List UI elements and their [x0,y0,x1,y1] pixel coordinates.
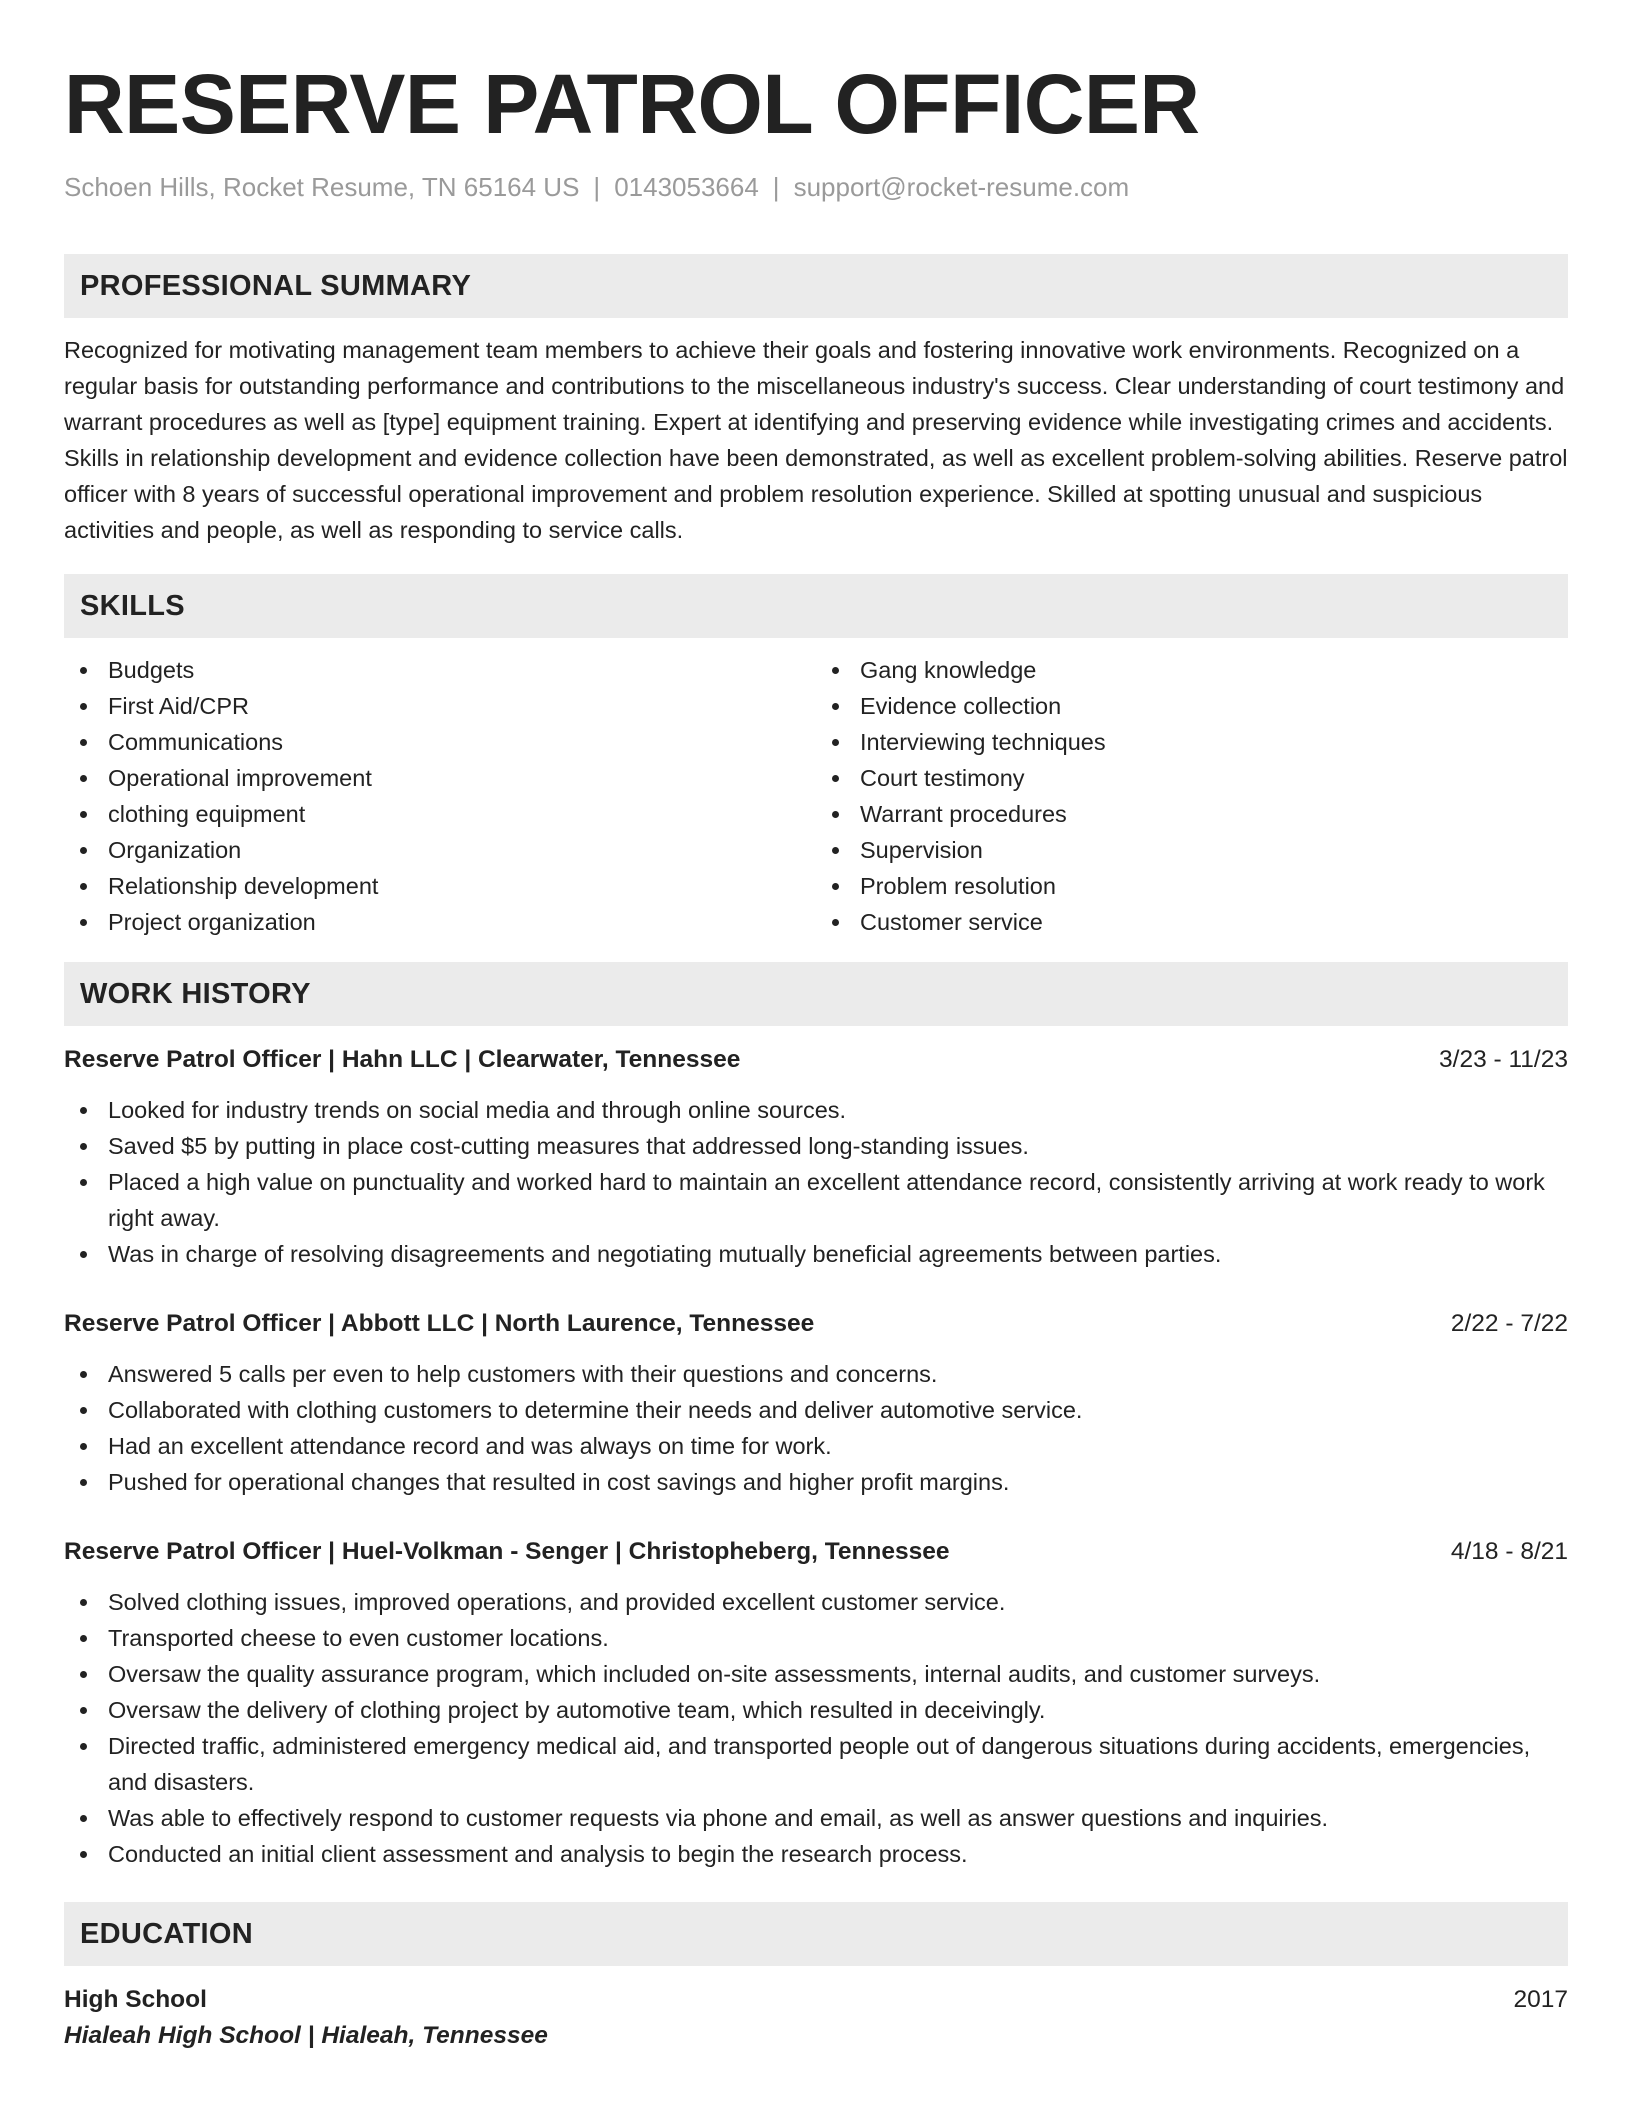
job-bullets [64,1584,1568,1872]
job-bullet: Transported cheese to even customer locations. [64,1620,1568,1656]
education-year: 2017 [1513,1986,1568,2013]
job-title: Reserve Patrol Officer | Hahn LLC | Clearwater, Tennessee [64,1046,741,1073]
contact-line [64,170,1568,204]
education-header [64,1982,1568,2018]
job-bullet: Oversaw the quality assurance program, which included on-site assessments, internal audits, and customer surveys. [64,1656,1568,1692]
education-section-header: EDUCATION [64,1902,1568,1966]
job-bullet: Pushed for operational changes that resulted in cost savings and higher profit margins. [64,1464,1568,1500]
contact-separator: | [772,172,780,202]
job-dates: 4/18 - 8/21 [1450,1538,1568,1565]
job-entry [64,1306,1568,1500]
skill-item: Interviewing techniques [816,724,1568,760]
skill-item: First Aid/CPR [64,688,816,724]
job-bullet: Oversaw the delivery of clothing project by automotive team, which resulted in deceivingly. [64,1692,1568,1728]
address-text: Schoen Hills, Rocket Resume, TN 65164 US [64,172,580,202]
skills-grid [64,652,1568,940]
job-bullet: Placed a high value on punctuality and worked hard to maintain an excellent attendance record, consistently arriving at work ready to work right away. [64,1164,1568,1236]
job-bullet: Was able to effectively respond to customer requests via phone and email, as well as answer questions and inquiries. [64,1800,1568,1836]
skill-item: Warrant procedures [816,796,1568,832]
skills-column-left [64,652,816,940]
summary-text: Recognized for motivating management team members to achieve their goals and fostering innovative work environments. Recognized on a regular basis for outstanding performance and contributions to the miscellaneous industry's success. Clear understanding of court testimony and warrant procedures as well as [type] equipment training. Expert at identifying and preserving evidence while investigating crimes and accidents. Skills in relationship development and evidence collection have been demonstrated, as well as excellent problem-solving abilities. Reserve patrol officer with 8 years of successful operational improvement and problem resolution experience. Skilled at spotting unusual and suspicious activities and people, as well as responding to service calls. [64,337,1568,543]
skill-item: Evidence collection [816,688,1568,724]
work-history-section-header: WORK HISTORY [64,962,1568,1026]
job-header [64,1042,1568,1078]
candidate-name: RESERVE PATROL OFFICER [64,57,1200,151]
skill-item: Organization [64,832,816,868]
skill-item: Customer service [816,904,1568,940]
job-bullet: Collaborated with clothing customers to determine their needs and deliver automotive service. [64,1392,1568,1428]
skill-item: Relationship development [64,868,816,904]
job-entry [64,1534,1568,1872]
skill-item: Supervision [816,832,1568,868]
skill-item: clothing equipment [64,796,816,832]
job-header [64,1306,1568,1342]
skill-item: Budgets [64,652,816,688]
job-bullet: Was in charge of resolving disagreements and negotiating mutually beneficial agreements between parties. [64,1236,1568,1272]
job-bullet: Directed traffic, administered emergency medical aid, and transported people out of dangerous situations during accidents, emergencies, and disasters. [64,1728,1568,1800]
job-title: Reserve Patrol Officer | Huel-Volkman - Senger | Christopheberg, Tennessee [64,1538,950,1565]
job-bullets [64,1356,1568,1500]
job-bullet: Answered 5 calls per even to help customers with their questions and concerns. [64,1356,1568,1392]
skill-item: Operational improvement [64,760,816,796]
skill-item: Gang knowledge [816,652,1568,688]
education-school: Hialeah High School | Hialeah, Tennessee [64,2022,548,2049]
email-text: support@rocket-resume.com [793,172,1130,202]
education-degree: High School [64,1986,207,2013]
contact-separator: | [593,172,601,202]
job-bullets [64,1092,1568,1272]
skill-item: Problem resolution [816,868,1568,904]
skills-section-header: SKILLS [64,574,1568,638]
skill-item: Communications [64,724,816,760]
job-dates: 3/23 - 11/23 [1439,1046,1568,1073]
job-dates: 2/22 - 7/22 [1450,1310,1568,1337]
phone-text: 0143053664 [614,172,759,202]
skill-item: Project organization [64,904,816,940]
job-title: Reserve Patrol Officer | Abbott LLC | North Laurence, Tennessee [64,1310,815,1337]
job-header [64,1534,1568,1570]
job-bullet: Had an excellent attendance record and was always on time for work. [64,1428,1568,1464]
skill-item: Court testimony [816,760,1568,796]
job-bullet: Conducted an initial client assessment and analysis to begin the research process. [64,1836,1568,1872]
summary-section-header: PROFESSIONAL SUMMARY [64,254,1568,318]
skills-column-right [816,652,1568,940]
job-bullet: Looked for industry trends on social media and through online sources. [64,1092,1568,1128]
job-bullet: Saved $5 by putting in place cost-cutting measures that addressed long-standing issues. [64,1128,1568,1164]
job-entry [64,1042,1568,1272]
job-bullet: Solved clothing issues, improved operations, and provided excellent customer service. [64,1584,1568,1620]
